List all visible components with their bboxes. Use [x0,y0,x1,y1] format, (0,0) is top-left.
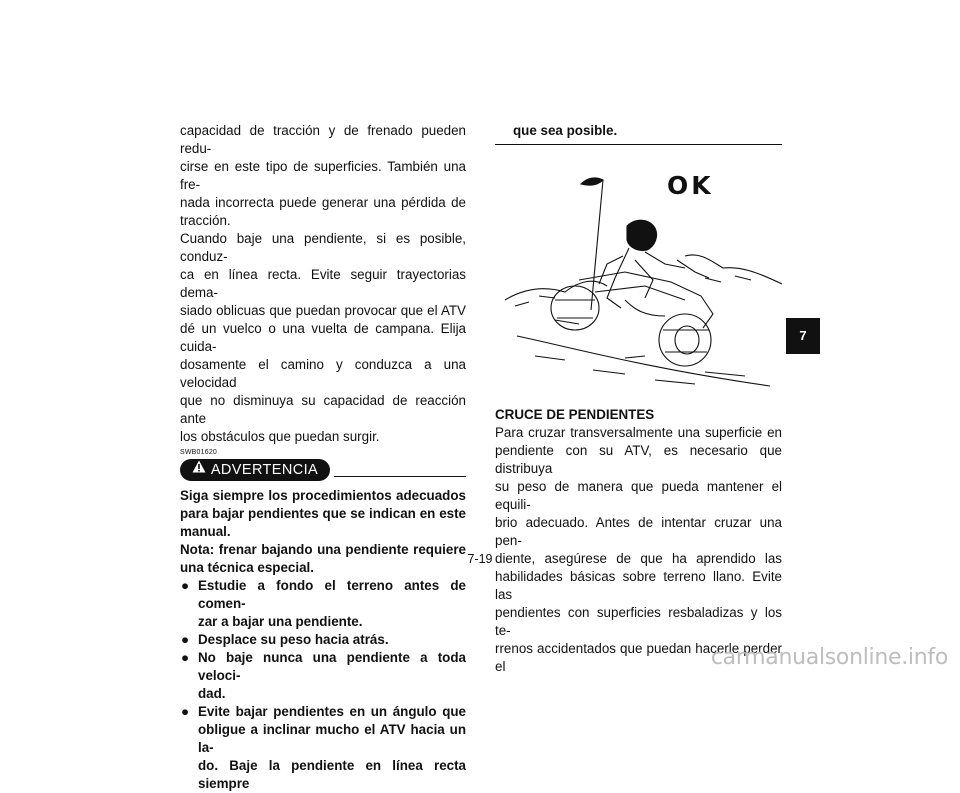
text-line: Siga siempre los procedimientos adecuados [180,488,466,503]
text-line: dosamente el camino y conduzca a una velocidad [180,357,466,390]
text-line: diente, asegúrese de que ha aprendido las [495,551,782,566]
atv-illustration [495,160,782,395]
warning-label: ADVERTENCIA [210,462,319,478]
chapter-tab: 7 [786,318,820,354]
warning-triangle-icon [192,458,206,480]
warning-divider [334,476,466,477]
text-line: Desplace su peso hacia atrás. [198,632,389,647]
text-line: Cuando baje una pendiente, si es posible, conduz- [180,231,466,264]
text-line: Para cruzar transversalmente una superficie en [495,425,782,440]
paragraph-descending [180,230,466,446]
warning-header [180,459,466,483]
list-item [180,649,466,703]
text-line: nada incorrecta puede generar una pérdida de [180,195,466,210]
text-line: los obstáculos que puedan surgir. [180,429,380,444]
atv-descending-slope-drawing [495,160,782,395]
text-line: una técnica especial. [180,560,314,575]
section-crossing-slopes [495,406,782,676]
text-line: Nota: frenar bajando una pendiente requiere [180,542,466,557]
text-line: para bajar pendientes que se indican en este [180,506,466,521]
text-line: habilidades básicas sobre terreno llano. Evite las [495,569,782,602]
text-line: ca en línea recta. Evite seguir trayectorias dema- [180,267,466,300]
text-line: Estudie a fondo el terreno antes de comen- [198,578,466,611]
text-line: No baje nunca una pendiente a toda veloci- [198,650,466,683]
warning-badge [180,459,330,481]
text-line: Evite bajar pendientes en un ángulo que [198,704,466,719]
text-line: zar a bajar una pendiente. [198,614,363,629]
text-line: tracción. [180,213,231,228]
bullet-icon: ● [181,578,190,593]
text-line: pendiente con su ATV, es necesario que distribuya [495,443,782,476]
page-number: 7-19 [467,552,493,566]
section-heading: CRUCE DE PENDIENTES [495,407,655,422]
text-line: pendientes con superficies resbaladizas y los te- [495,605,782,638]
paragraph-traction [180,122,466,230]
bullet-icon: ● [181,632,190,647]
text-line: capacidad de tracción y de frenado pueden redu- [180,123,466,156]
list-item [180,577,466,631]
warning-continuation: que sea posible. [513,123,618,138]
warning-code: SWB01620 [180,449,218,456]
text-line: dad. [198,686,226,701]
watermark[interactable]: carmanualsonline.info [710,645,948,670]
text-line: manual. [180,524,231,539]
text-line: rrenos accidentados que puedan hacerle perder el [495,641,782,674]
ok-label: OK [667,171,714,200]
text-line: su peso de manera que pueda mantener el equili- [495,479,782,512]
text-line: cirse en este tipo de superficies. También una fre- [180,159,466,192]
text-line: brio adecuado. Antes de intentar cruzar una pen- [495,515,782,548]
text-line: siado oblicuas que puedan provocar que el ATV [180,303,466,318]
warning-end-rule [495,144,782,145]
text-line: que no disminuya su capacidad de reacción ante [180,393,466,426]
warning-text [180,487,466,793]
bullet-icon: ● [181,650,190,665]
bullet-icon: ● [181,704,190,719]
text-line: dé un vuelco o una vuelta de campana. Elija cuida- [180,321,466,354]
text-line: obligue a inclinar mucho el ATV hacia un la- [198,722,466,755]
right-column [495,122,782,145]
list-item [180,631,466,649]
list-item [180,703,466,793]
left-column [180,122,466,793]
text-line: do. Baje la pendiente en línea recta siempre [198,758,466,791]
